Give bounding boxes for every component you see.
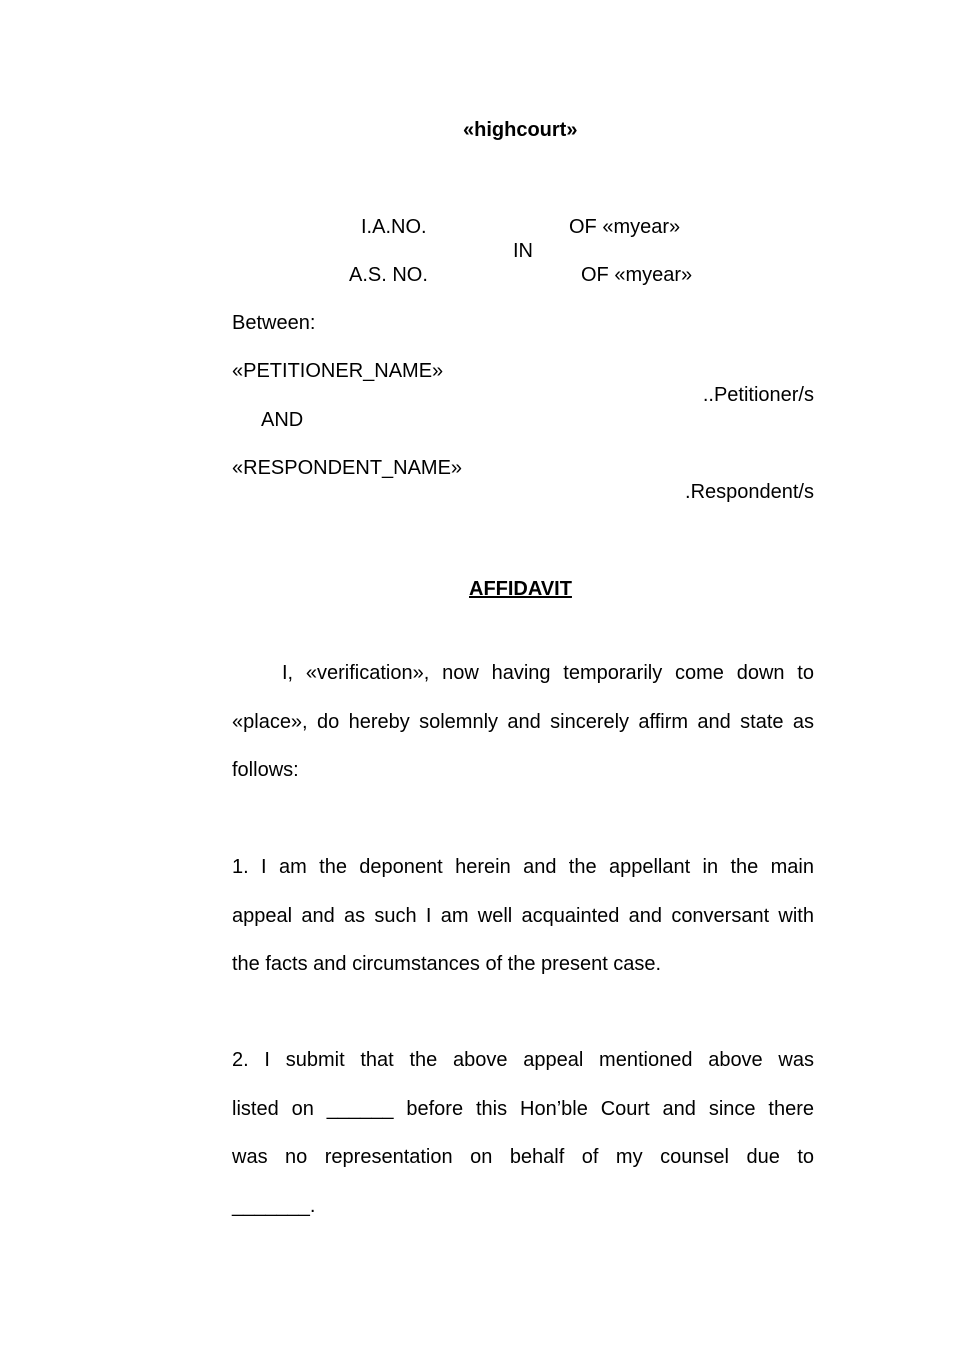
court-title: «highcourt» — [463, 119, 578, 141]
respondent-role: .Respondent/s — [685, 481, 814, 503]
respondent-name: «RESPONDENT_NAME» — [232, 457, 463, 479]
paragraph-line: 1. I am the deponent herein and the appellant in the main — [232, 856, 814, 878]
between-label: Between: — [232, 312, 316, 334]
ia-number-label: I.A.NO. — [361, 216, 427, 238]
as-year: OF «myear» — [581, 264, 693, 286]
paragraph-line: the facts and circumstances of the present case. — [232, 953, 662, 975]
paragraph-line: _______. — [232, 1194, 316, 1217]
affidavit-heading: AFFIDAVIT — [469, 578, 572, 600]
petitioner-name: «PETITIONER_NAME» — [232, 360, 444, 382]
intro-line: follows: — [232, 759, 299, 781]
intro-line: «place», do hereby solemnly and sincerely affirm and state as — [232, 710, 814, 733]
paragraph-line: was no representation on behalf of my counsel due to — [232, 1146, 814, 1168]
intro-line: I, «verification», now having temporarily come down to — [282, 662, 814, 684]
paragraph-line: listed on ______ before this Hon’ble Court and since there — [232, 1097, 814, 1120]
paragraph-1 — [232, 856, 814, 1002]
and-word: AND — [261, 409, 304, 431]
petitioner-role: ..Petitioner/s — [702, 384, 814, 406]
paragraph-2 — [232, 1049, 814, 1243]
in-word: IN — [513, 240, 533, 262]
paragraph-line: appeal and as such I am well acquainted and conversant with — [232, 904, 814, 927]
as-number-label: A.S. NO. — [349, 264, 428, 286]
ia-year: OF «myear» — [569, 216, 681, 238]
intro-paragraph — [232, 662, 814, 808]
paragraph-line: 2. I submit that the above appeal mentioned above was — [232, 1049, 814, 1071]
